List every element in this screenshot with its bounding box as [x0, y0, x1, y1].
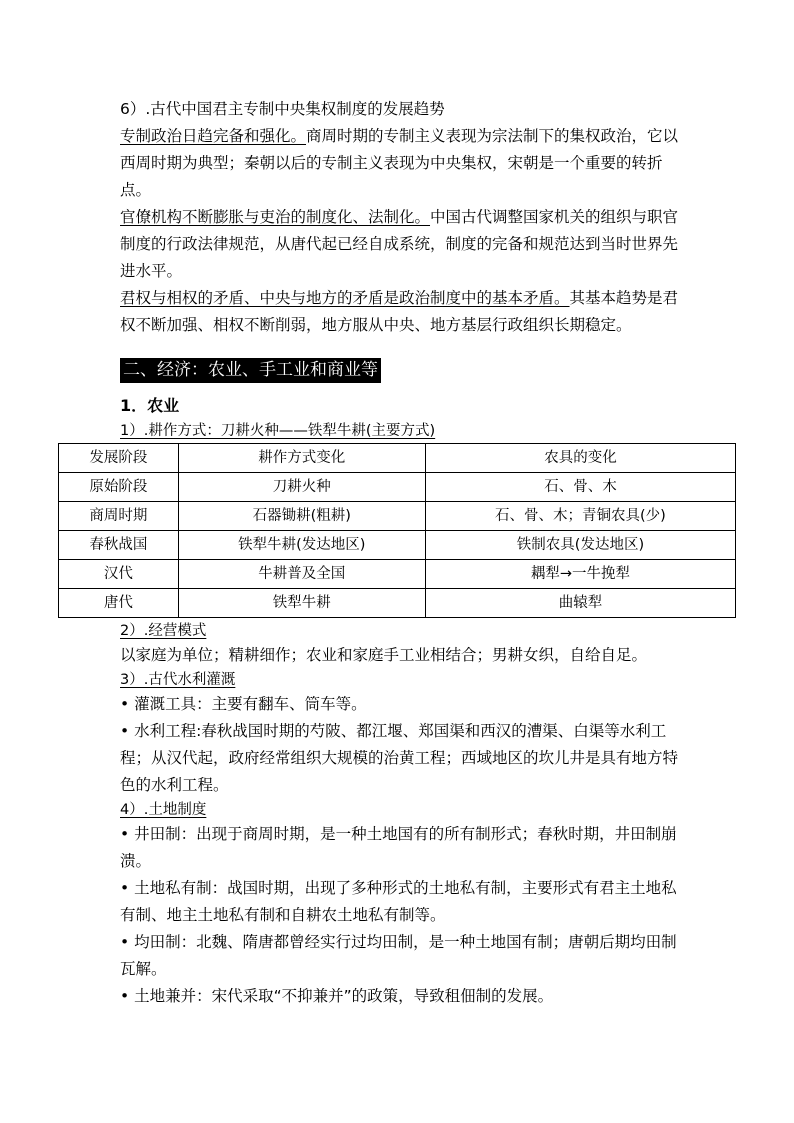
paragraph-contradictions — [120, 285, 680, 339]
section-6-title: 6）.古代中国君主专制中央集权制度的发展趋势 — [120, 100, 445, 118]
bullet-well-field-system: • 井田制：出现于商周时期，是一种土地国有的所有制形式；春秋时期，井田制崩溃。 — [120, 821, 680, 875]
key-point-underlined: 专制政治日趋完备和强化。 — [120, 127, 307, 145]
document-page — [89, 96, 680, 1010]
table-cell: 铁犁牛耕 — [178, 589, 425, 618]
bullet-land-annexation: • 土地兼并：宋代采取“不抑兼并”的政策，导致租佃制的发展。 — [120, 983, 680, 1010]
table-cell: 牛耕普及全国 — [178, 560, 425, 589]
table-cell: 唐代 — [59, 589, 179, 618]
table-cell: 耦犁→一牛挽犁 — [425, 560, 735, 589]
table-cell: 铁犁牛耕(发达地区) — [178, 531, 425, 560]
table-row — [59, 589, 736, 618]
table-header-cell: 耕作方式变化 — [178, 444, 425, 473]
table-cell: 春秋战国 — [59, 531, 179, 560]
table-cell: 汉代 — [59, 560, 179, 589]
table-cell: 曲辕犁 — [425, 589, 735, 618]
key-point-underlined: 君权与相权的矛盾、中央与地方的矛盾是政治制度中的基本矛盾。 — [120, 289, 570, 307]
table-header-cell: 农具的变化 — [425, 444, 735, 473]
land-system-subheading: 4）.土地制度 — [120, 802, 207, 818]
paragraph-text: 商周时期的专制主义表现为宗法制下的集权政治，它以西周时期为典型；秦朝以后的专制主义表现为中央集权，宋朝是一个重要的转折点。 — [120, 127, 679, 199]
agriculture-heading: 1．农业 — [120, 396, 180, 415]
table-cell: 原始阶段 — [59, 473, 179, 502]
paragraph-text: 中国古代调整国家机关的组织与职官制度的行政法律规范，从唐代起已经自成系统，制度的完备和规范达到当时世界先进水平。 — [120, 208, 679, 280]
table-cell: 石、骨、木；青铜农具(少) — [425, 502, 735, 531]
table-cell: 商周时期 — [59, 502, 179, 531]
paragraph-autocracy — [120, 123, 680, 204]
table-row — [59, 473, 736, 502]
management-mode-subheading: 2）.经营模式 — [120, 623, 207, 639]
farming-table — [58, 443, 736, 618]
table-cell: 刀耕火种 — [178, 473, 425, 502]
irrigation-subheading: 3）.古代水利灌溉 — [120, 672, 236, 688]
bullet-irrigation-tools: • 灌溉工具：主要有翻车、筒车等。 — [120, 691, 680, 718]
section-heading-economy: 二、经济：农业、手工业和商业等 — [120, 358, 381, 383]
paragraph-bureaucracy — [120, 204, 680, 285]
table-row — [59, 502, 736, 531]
bullet-water-projects: • 水利工程:春秋战国时期的芍陂、都江堰、郑国渠和西汉的漕渠、白渠等水利工程；从汉代起，政府经常组织大规模的治黄工程；西域地区的坎儿井是具有地方特色的水利工程。 — [120, 718, 680, 799]
table-row — [59, 531, 736, 560]
table-cell: 石器锄耕(粗耕) — [178, 502, 425, 531]
bullet-equal-field-system: • 均田制：北魏、隋唐都曾经实行过均田制，是一种土地国有制；唐朝后期均田制瓦解。 — [120, 929, 680, 983]
farming-methods-subheading: 1）.耕作方式：刀耕火种——铁犁牛耕(主要方式) — [120, 423, 436, 439]
table-cell: 铁制农具(发达地区) — [425, 531, 735, 560]
bullet-private-land: • 土地私有制：战国时期，出现了多种形式的土地私有制，主要形式有君主土地私有制、地主土地私有制和自耕农土地私有制等。 — [120, 875, 680, 929]
table-header-cell: 发展阶段 — [59, 444, 179, 473]
table-cell: 石、骨、木 — [425, 473, 735, 502]
management-mode-text: 以家庭为单位；精耕细作；农业和家庭手工业相结合；男耕女织，自给自足。 — [120, 646, 648, 664]
key-point-underlined: 官僚机构不断膨胀与吏治的制度化、法制化。 — [120, 208, 431, 226]
paragraph-text: 其基本趋势是君权不断加强、相权不断削弱，地方服从中央、地方基层行政组织长期稳定。 — [120, 289, 679, 334]
table-header-row — [59, 444, 736, 473]
table-row — [59, 560, 736, 589]
